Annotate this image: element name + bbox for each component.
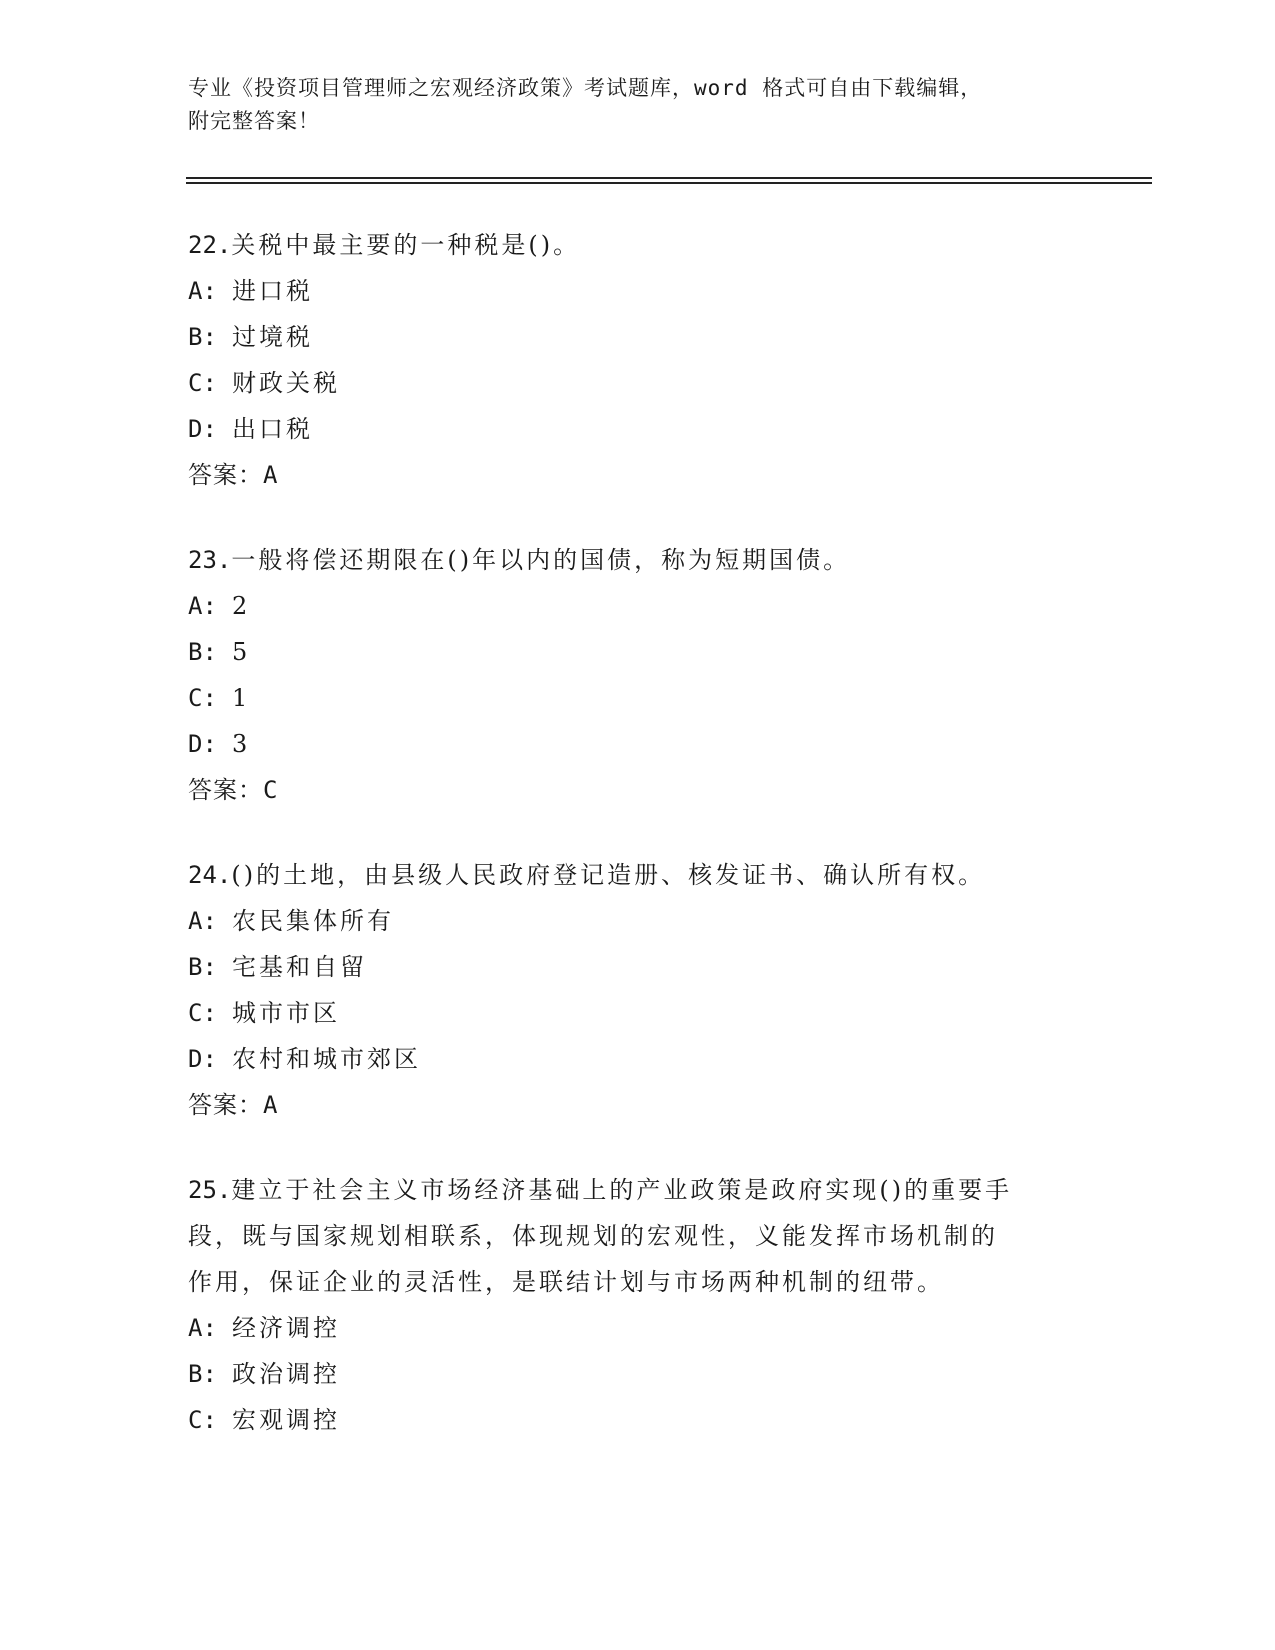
option-c: [188, 360, 1088, 406]
question-stem: [188, 1167, 1088, 1213]
option-a: [188, 583, 1088, 629]
option-text: 财政关税: [232, 369, 340, 397]
document-header: [188, 72, 1068, 138]
option-text: 政治调控: [232, 1360, 340, 1388]
option-b: [188, 1351, 1088, 1397]
option-text: 出口税: [232, 415, 313, 443]
option-text: 经济调控: [232, 1314, 340, 1342]
header-line-1: 专业《投资项目管理师之宏观经济政策》考试题库，word 格式可自由下载编辑，: [188, 76, 983, 100]
question-number: 24.: [188, 861, 232, 889]
option-key: D:: [188, 415, 217, 443]
option-text: 2: [232, 592, 251, 620]
option-text: 农村和城市郊区: [232, 1045, 421, 1073]
question-number: 22.: [188, 231, 232, 259]
option-b: [188, 629, 1088, 675]
question-23: [188, 537, 1088, 813]
question-stem: [188, 222, 1088, 268]
question-24: [188, 852, 1088, 1128]
answer-label: 答案：: [188, 1091, 263, 1119]
answer-value: C: [263, 776, 279, 804]
option-b: [188, 314, 1088, 360]
answer-line: [188, 767, 1088, 813]
question-text: 关税中最主要的一种税是()。: [231, 231, 581, 259]
option-c: [188, 990, 1088, 1036]
option-text: 进口税: [232, 277, 313, 305]
option-text: 5: [232, 638, 251, 666]
option-key: B:: [188, 323, 217, 351]
option-a: [188, 1305, 1088, 1351]
question-text-line-2: 段，既与国家规划相联系，体现规划的宏观性，义能发挥市场机制的: [188, 1222, 998, 1250]
question-25: [188, 1167, 1088, 1443]
answer-label: 答案：: [188, 461, 263, 489]
option-a: [188, 268, 1088, 314]
option-c: [188, 1397, 1088, 1443]
option-key: D:: [188, 730, 217, 758]
option-text: 1: [232, 684, 251, 712]
option-c: [188, 675, 1088, 721]
answer-line: [188, 1082, 1088, 1128]
answer-value: A: [263, 1091, 279, 1119]
question-stem: [188, 852, 1088, 898]
option-a: [188, 898, 1088, 944]
option-key: A:: [188, 1314, 217, 1342]
question-number: 23.: [188, 546, 232, 574]
option-key: C:: [188, 684, 217, 712]
option-text: 宏观调控: [232, 1406, 340, 1434]
question-text-line-1: 建立于社会主义市场经济基础上的产业政策是政府实现()的重要手: [231, 1176, 1013, 1204]
option-key: C:: [188, 999, 217, 1027]
option-key: C:: [188, 1406, 217, 1434]
question-22: [188, 222, 1088, 498]
header-divider-top: [186, 177, 1152, 179]
option-text: 农民集体所有: [232, 907, 394, 935]
answer-label: 答案：: [188, 776, 263, 804]
option-text: 城市市区: [232, 999, 340, 1027]
option-d: [188, 1036, 1088, 1082]
option-b: [188, 944, 1088, 990]
question-text: ()的土地，由县级人民政府登记造册、核发证书、确认所有权。: [231, 861, 986, 889]
option-d: [188, 721, 1088, 767]
option-text: 3: [232, 730, 251, 758]
answer-value: A: [263, 461, 279, 489]
option-text: 过境税: [232, 323, 313, 351]
option-key: A:: [188, 592, 217, 620]
option-key: A:: [188, 907, 217, 935]
question-text: 一般将偿还期限在()年以内的国债，称为短期国债。: [231, 546, 851, 574]
option-key: A:: [188, 277, 217, 305]
option-key: B:: [188, 638, 217, 666]
option-d: [188, 406, 1088, 452]
header-line-2: 附完整答案！: [188, 109, 320, 133]
question-number: 25.: [188, 1176, 232, 1204]
option-key: D:: [188, 1045, 217, 1073]
option-key: C:: [188, 369, 217, 397]
option-key: B:: [188, 1360, 217, 1388]
header-divider-bottom: [186, 182, 1152, 184]
question-text-line-3: 作用，保证企业的灵活性，是联结计划与市场两种机制的纽带。: [188, 1268, 944, 1296]
answer-line: [188, 452, 1088, 498]
option-key: B:: [188, 953, 217, 981]
option-text: 宅基和自留: [232, 953, 367, 981]
question-stem: [188, 537, 1088, 583]
